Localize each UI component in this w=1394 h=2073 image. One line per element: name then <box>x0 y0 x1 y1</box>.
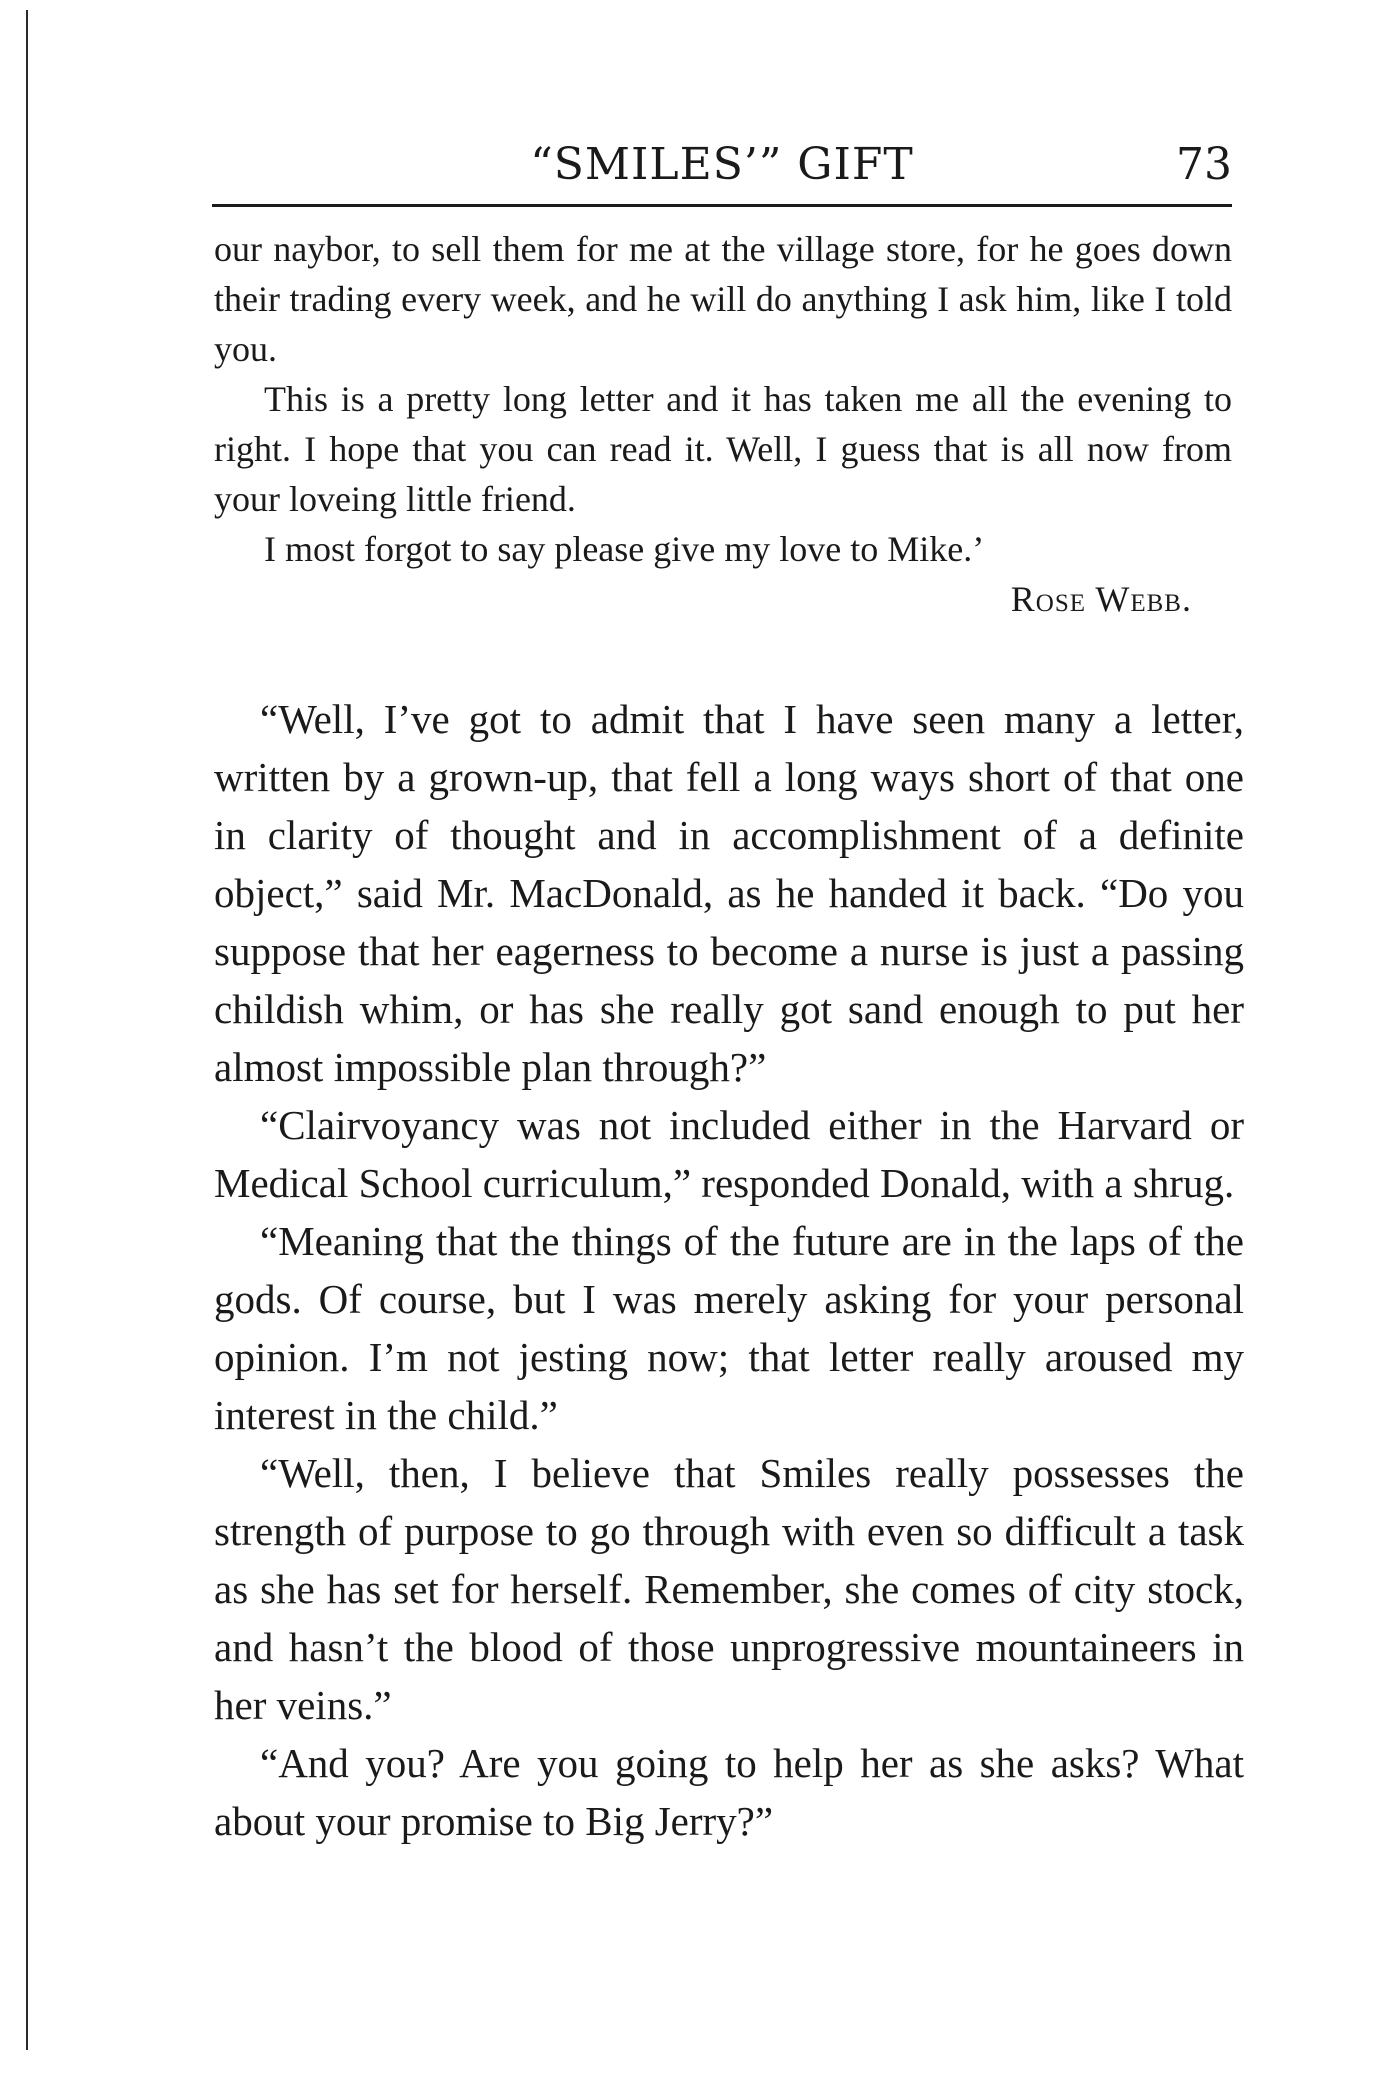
page-gutter-line <box>26 10 28 2050</box>
narrative-paragraph: “Well, then, I believe that Smiles really possesses the strength of purpose to go through with even so difficult a task as she has set for herself. Remember, she comes of city stock, and hasn’t the blood of those unprogressive mountaineers in her veins.” <box>214 1450 1244 1728</box>
narrative-paragraph: “Meaning that the things of the future are in the laps of the gods. Of course, but I was merely asking for your personal opinion. I’m not jesting now; that letter really aroused my interest in the child.” <box>214 1218 1244 1438</box>
letter-paragraph: This is a pretty long letter and it has taken me all the evening to right. I hope that you can read it. Well, I guess that is all now from your loveing little friend. <box>214 379 1232 519</box>
narrative-text <box>214 690 1244 1850</box>
narrative-paragraph: “Well, I’ve got to admit that I have seen many a letter, written by a grown-up, that fell a long ways short of that one in clarity of thought and in accomplishment of a definite object,” said Mr. MacDonald, as he handed it back. “Do you suppose that her eagerness to become a nurse is just a passing childish whim, or has she really got sand enough to put her almost impossible plan through?” <box>214 696 1244 1090</box>
running-head <box>212 134 1232 196</box>
header-rule <box>212 204 1232 207</box>
quoted-letter <box>214 224 1232 624</box>
letter-paragraph: our naybor, to sell them for me at the village store, for he goes down their trading every week, and he will do anything I ask him, like I told you. <box>214 229 1232 369</box>
chapter-title: “SMILES’” GIFT <box>530 139 914 190</box>
narrative-paragraph: “Clairvoyancy was not included either in the Harvard or Medical School curriculum,” responded Donald, with a shrug. <box>214 1102 1244 1206</box>
page-number: 73 <box>1176 139 1232 190</box>
letter-signature: Rose Webb. <box>1010 579 1192 619</box>
letter-paragraph: I most forgot to say please give my love to Mike.’ <box>264 529 985 569</box>
narrative-paragraph: “And you? Are you going to help her as she asks? What about your promise to Big Jerry?” <box>214 1740 1244 1844</box>
